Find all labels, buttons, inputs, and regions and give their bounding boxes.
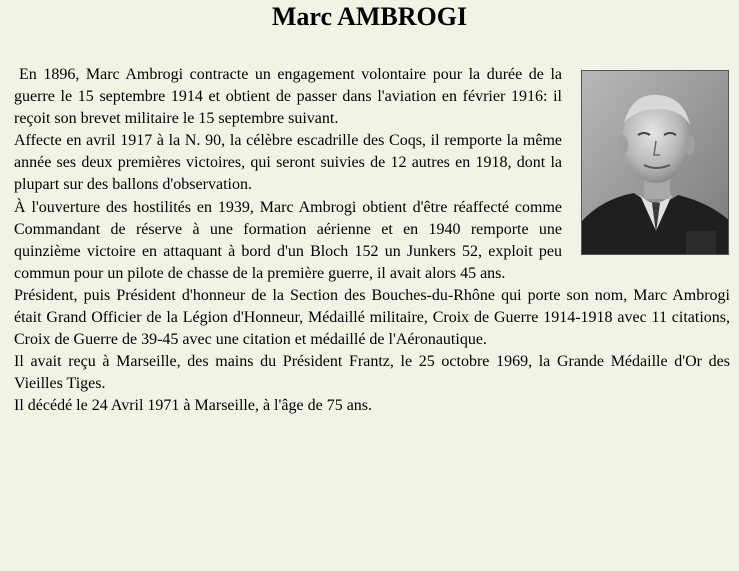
paragraph-4: Président, puis Président d'honneur de la Section des Bouches-du-Rhône qui porte son nom, Marc Ambrogi était Grand Officier de la Légion d'Honneur, Médaillé militaire, Croix de Guerre 1914-1918 avec 11 citations, Croix de Guerre de 39-45 avec une citation et médaillé de l'Aéronautique. (14, 286, 730, 349)
page-title: Marc AMBROGI (271, 2, 468, 31)
paragraph-6: Il décédé le 24 Avril 1971 à Marseille, à l'âge de 75 ans. (14, 397, 373, 415)
paragraph-1: En 1896, Marc Ambrogi contracte un engagement volontaire pour la durée de la guerre le 15 septembre 1914 et obtient de passer dans l'aviation en février 1916: il reçoit son brevet militaire le 15 septembre suivant. (14, 66, 562, 128)
paragraph-5: Il avait reçu à Marseille, des mains du Président Frantz, le 25 octobre 1969, la Grande Médaille d'Or des Vieilles Tiges. (14, 353, 730, 393)
article-body (14, 64, 730, 418)
paragraph-3: À l'ouverture des hostilités en 1939, Marc Ambrogi obtient d'être réaffecté comme Commandant de réserve à une formation aérienne et en 1940 remporte une quinzième victoire en attaquant à bord d'un Bloch 152 un Junkers 52, exploit peu commun pour un pilote de chasse de la première guerre, il avait alors 45 ans. (14, 198, 562, 282)
paragraph-2: Affecte en avril 1917 à la N. 90, la célèbre escadrille des Coqs, il remporte la même année ses deux premières victoires, qui seront suivies de 12 autres en 1918, dont la plupart sur des ballons d'observation. (14, 132, 562, 194)
photo-spacer (562, 64, 730, 270)
